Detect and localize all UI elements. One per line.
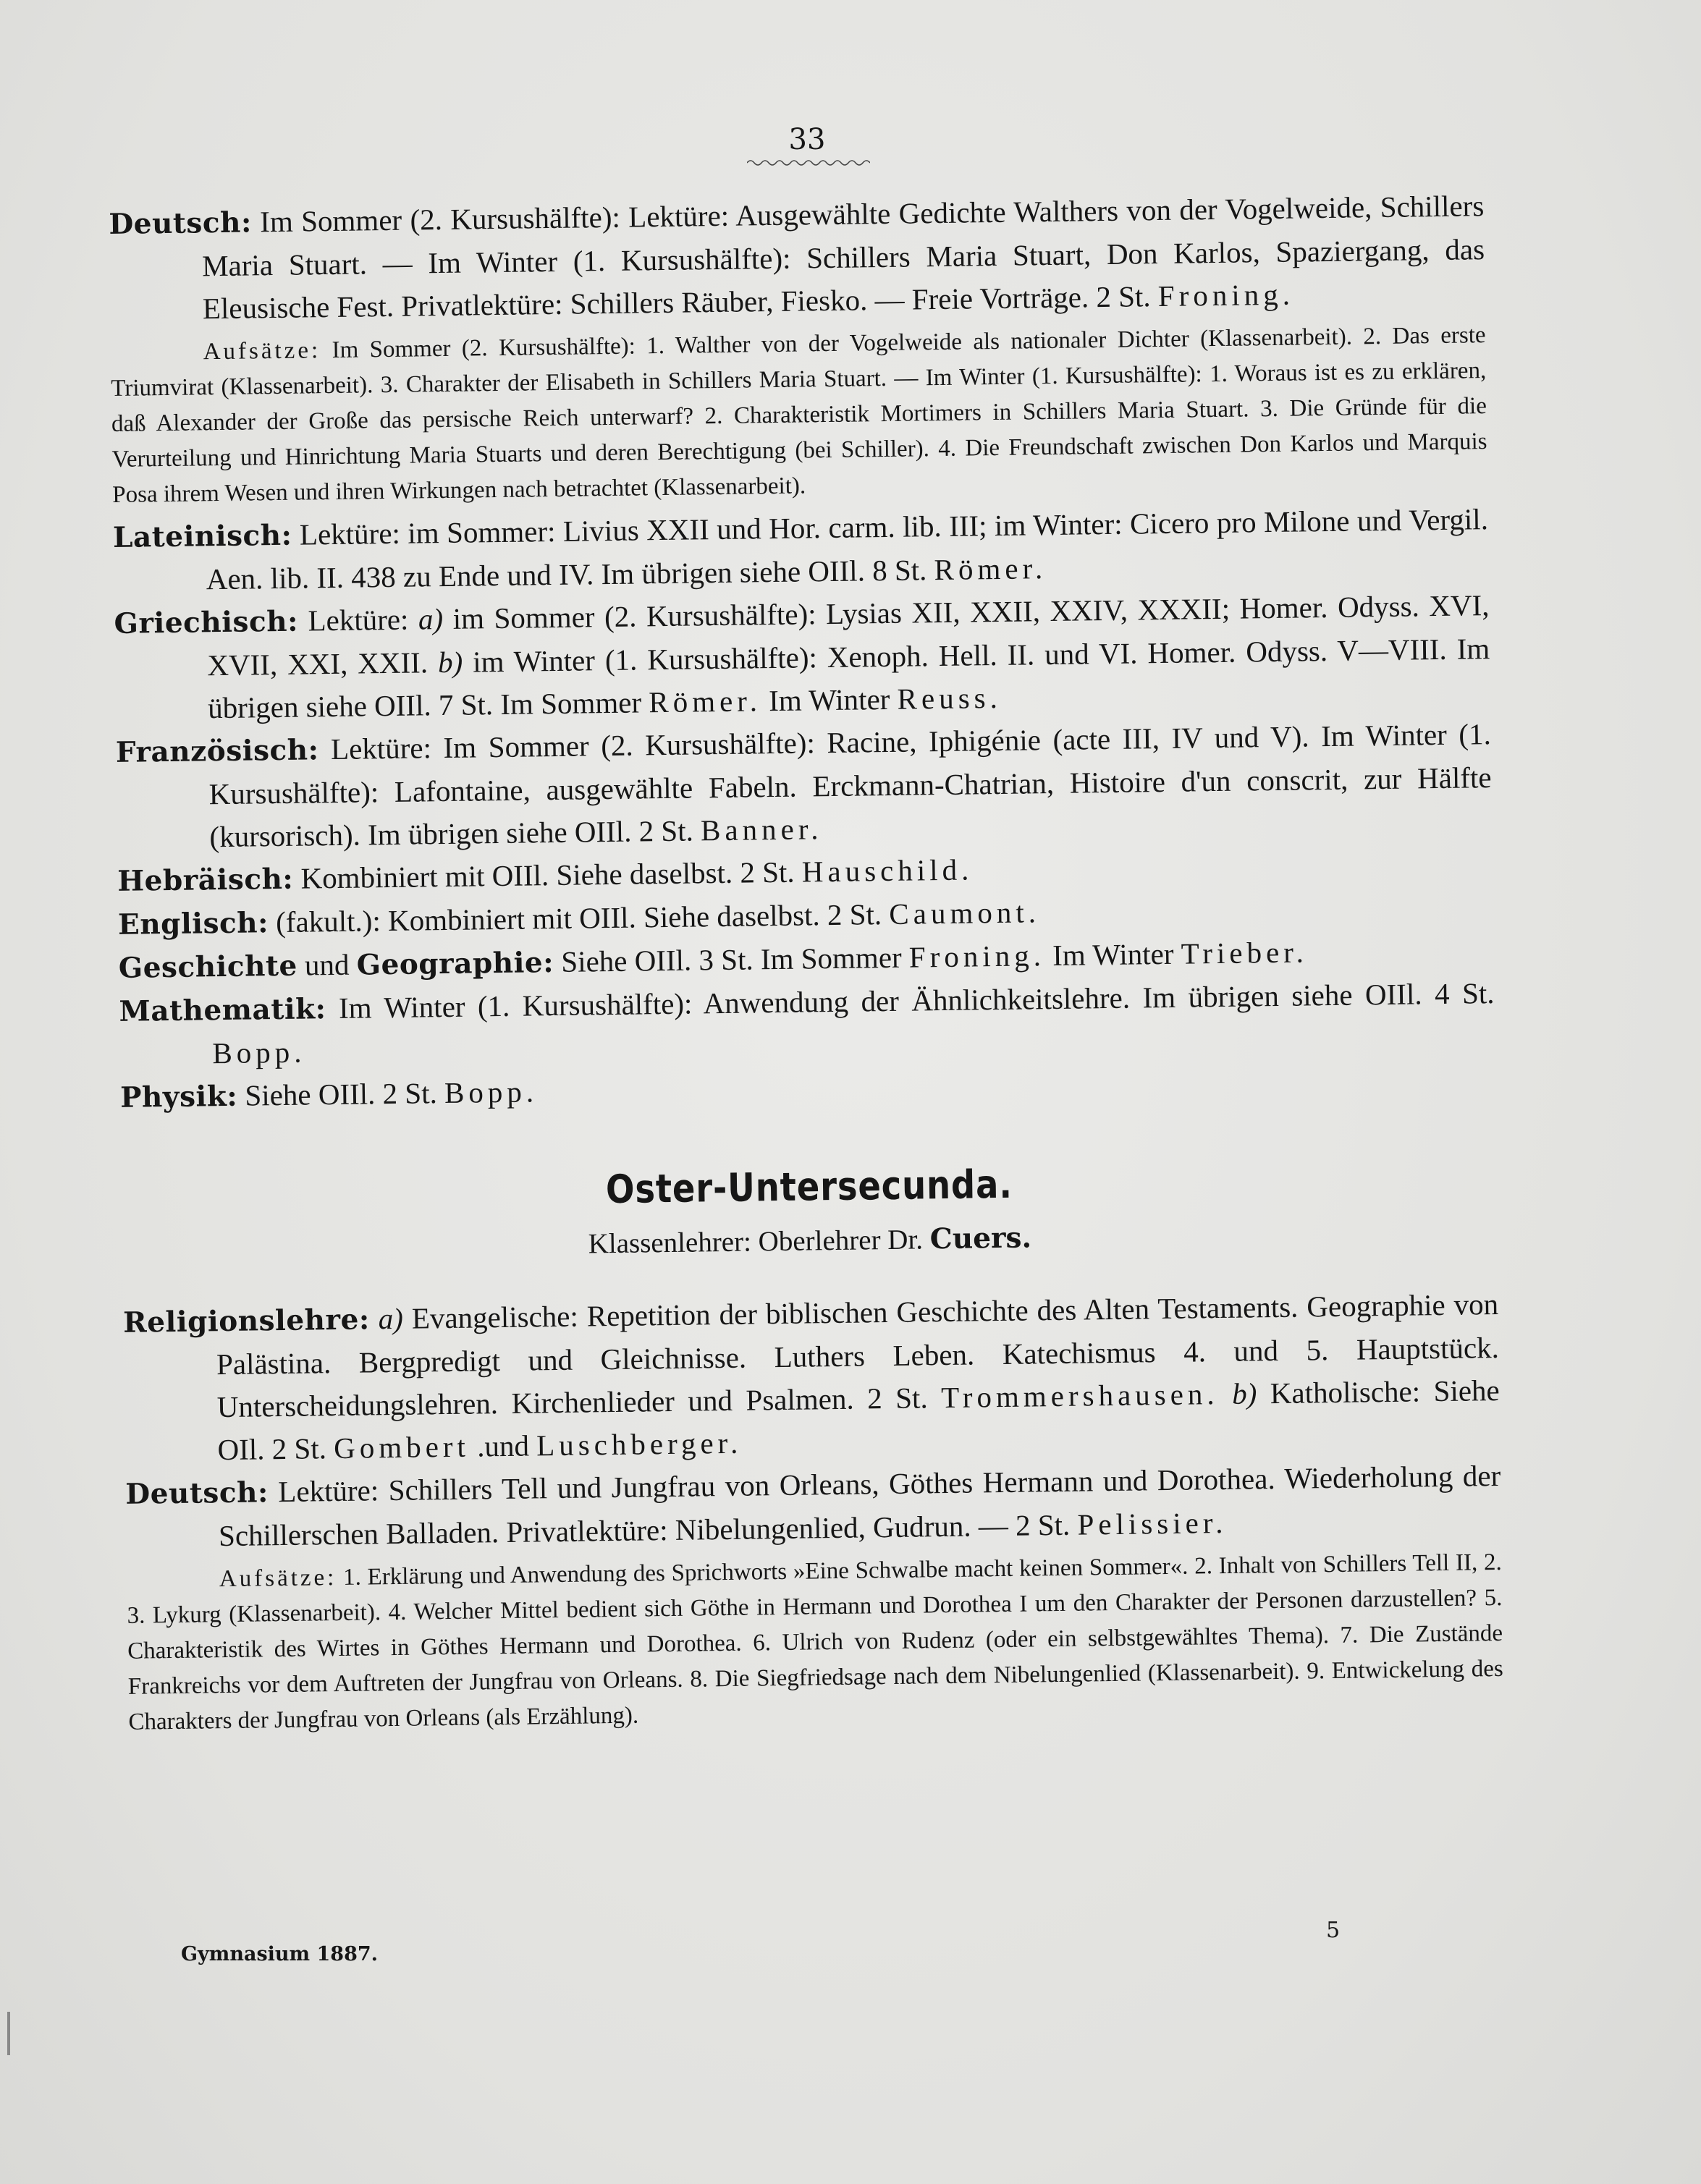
teacher-name: Trommershausen. [940, 1377, 1219, 1415]
section-deutsch-u [125, 1455, 1501, 1559]
section-deutsch-o [109, 185, 1485, 331]
part-b-text: im Winter (1. Kursushälfte): Xenoph. Hell. II. und VI. Homer. Odyss. V—VIII. Im übrigen siehe OIIl. 7 St. Im Sommer [207, 632, 1490, 725]
part-a-text: Evangelische: Repetition der biblischen Geschichte des Alten Testaments. Geographie von Palästina. Bergpredigt und Gleichnisse. Luthers Leben. Katechismus 4. und 5. Hauptstück. Unterscheidungslehren. Kirchenlieder und Psalmen. 2 St. [216, 1287, 1500, 1424]
subject-label: Geographie: [356, 946, 554, 982]
subject-label: Hebräisch: [117, 862, 294, 898]
class-teacher-label: Klassenlehrer: Oberlehrer Dr. [588, 1224, 924, 1260]
subject-label: Deutsch: [125, 1476, 269, 1511]
teacher-name: Pelissier. [1077, 1505, 1228, 1541]
subject-label: Englisch: [117, 906, 269, 941]
section-text: Siehe OIIl. 2 St. [245, 1076, 438, 1112]
section-lead: Lektüre: [308, 602, 409, 638]
signature-mark: 5 [1326, 1918, 1341, 1943]
teacher-name: Froning. [908, 939, 1046, 974]
subject-label: Lateinisch: [112, 518, 292, 554]
connector: .und [476, 1429, 530, 1463]
section-text: Lektüre: im Sommer: Livius XXII und Hor. carm. lib. III; im Winter: Cicero pro Milone und Vergil. Aen. lib. II. 438 zu Ende und IV. Im übrigen siehe OIIl. 8 St. [206, 502, 1489, 596]
section-text: Siehe OIIl. 3 St. Im Sommer [561, 940, 902, 978]
part-b-label: b) [1231, 1376, 1257, 1410]
part-a-label: a) [418, 602, 444, 636]
subject-label: Mathematik: [119, 992, 326, 1028]
section-religion [123, 1283, 1500, 1473]
part-b-text: Katholische: Siehe OIl. 2 St. [217, 1373, 1500, 1467]
section-text: Lektüre: Im Sommer (2. Kursushälfte): Racine, Iphigénie (acte III, IV und V). Im Winter (1. Kursushälfte): Lafontaine, ausgewählte Fabeln. Erckmann-Chatrian, Histoire d'un conscrit, zur Hälfte (kursorisch). Im übrigen siehe OIIl. 2 St. [208, 717, 1492, 854]
section-text: Im Winter (1. Kursushälfte): Anwendung der Ähnlichkeitslehre. Im übrigen siehe OIIl. 4 St. [338, 976, 1495, 1025]
subject-label: Griechisch: [114, 604, 299, 640]
teacher-name: Bopp. [212, 1035, 306, 1070]
page-number-ornament [747, 158, 870, 168]
teacher-name: Trieber. [1181, 935, 1309, 970]
class-heading: Oster-Untersecunda. [605, 1161, 1013, 1213]
essay-text: 1. Erklärung und Anwendung des Sprichworts »Eine Schwalbe macht keinen Sommer«. 2. Inhalt von Schillers Tell II, 2. 3. Lykurg (Klassenarbeit). 4. Welcher Mittel bedient sich Göthe in Hermann und Dorothea I um den Charakter der Personen darzustellen? 5. Charakteristik des Wirtes in Göthes Hermann und Dorothea. 6. Ulrich von Rudenz (oder ein selbstgewähltes Thema). 7. Die Zustände Frankreichs vor dem Auftreten der Jungfrau von Orleans. 8. Die Siegfriedsage nach dem Nibelungenlied (Klassenarbeit). 9. Entwickelung des Charakters der Jungfrau von Orleans (als Erzählung). [127, 1549, 1503, 1735]
section-franzoesisch [116, 713, 1493, 860]
subject-label: Physik: [119, 1079, 238, 1114]
connector: und [304, 947, 350, 982]
teacher-name: Caumont. [889, 895, 1041, 931]
page-number: 33 [788, 123, 826, 156]
class-teacher-line [122, 1215, 1498, 1266]
section-griechisch [114, 584, 1490, 731]
part-a-text: im Sommer (2. Kursushälfte): Lysias XII, XXII, XXIV, XXXII; Homer. Odyss. XVI, XVII, XXI, XXII. [207, 588, 1490, 682]
section-text: Kombiniert mit OIIl. Siehe daselbst. 2 St. [300, 855, 795, 895]
subject-label: Deutsch: [109, 206, 253, 241]
teacher-name: Reuss. [897, 680, 1003, 716]
class-teacher-name: Cuers. [929, 1221, 1032, 1256]
section-mid: Im Winter [768, 682, 890, 718]
part-b-label: b) [437, 645, 463, 680]
section-text: (fakult.): Kombiniert mit OIIl. Siehe daselbst. 2 St. [275, 897, 882, 939]
section-text: Lektüre: Schillers Tell und Jungfrau von Orleans, Göthes Hermann und Dorothea. Wiederholung der Schillerschen Balladen. Privatlektüre: Nibelungenlied, Gudrun. — 2 St. [218, 1458, 1501, 1553]
section-text: Im Sommer (2. Kursushälfte): Lektüre: Ausgewählte Gedichte Walthers von der Vogelweide, Schillers Maria Stuart. — Im Winter (1. Kursushälfte): Schillers Maria Stuart, Don Karlos, Spaziergang, das Eleusische Fest. Privatlektüre: Schillers Räuber, Fiesko. — Freie Vorträge. 2 St. [201, 189, 1485, 326]
teacher-name: Hauschild. [801, 852, 974, 889]
main-text [109, 185, 1504, 1743]
part-a-label: a) [378, 1301, 404, 1336]
footer-imprint: Gymnasium 1887. [181, 1943, 379, 1965]
teacher-name: Römer. [649, 684, 762, 719]
teacher-name: Luschberger. [536, 1426, 743, 1463]
essay-list-deutsch-o [110, 318, 1487, 513]
subject-label: Religionslehre: [122, 1303, 371, 1339]
section-mid: Im Winter [1052, 936, 1174, 973]
scan-edge-mark [7, 2012, 10, 2055]
subject-label: Französisch: [115, 733, 319, 769]
teacher-name: Froning. [1157, 277, 1295, 313]
teacher-name: Gombert [333, 1429, 470, 1465]
essay-label: Aufsätze: [219, 1565, 337, 1593]
teacher-name: Römer. [934, 551, 1047, 587]
teacher-name: Bopp. [444, 1075, 539, 1110]
subject-label: Geschichte [118, 949, 298, 985]
essay-label: Aufsätze: [203, 337, 321, 365]
teacher-name: Banner. [700, 812, 823, 847]
essay-list-deutsch-u [127, 1545, 1504, 1740]
essay-text: Im Sommer (2. Kursushälfte): 1. Walther von der Vogelweide als nationaler Dichter (Klassenarbeit). 2. Das erste Triumvirat (Klassenarbeit). 3. Charakter der Elisabeth in Schillers Maria Stuart. — Im Winter (1. Kursushälfte): 1. Woraus ist es zu erklären, daß Alexander der Große das persische Reich unterwarf? 2. Charakteristik Mortimers in Schillers Maria Stuart. 3. Die Gründe für die Verurteilung und Hinrichtung Maria Stuarts und deren Berechtigung (bei Schiller). 4. Die Freundschaft zwischen Don Karlos und Marquis Posa ihrem Wesen und ihren Wirkungen nach betrachtet (Klassenarbeit). [111, 322, 1487, 508]
